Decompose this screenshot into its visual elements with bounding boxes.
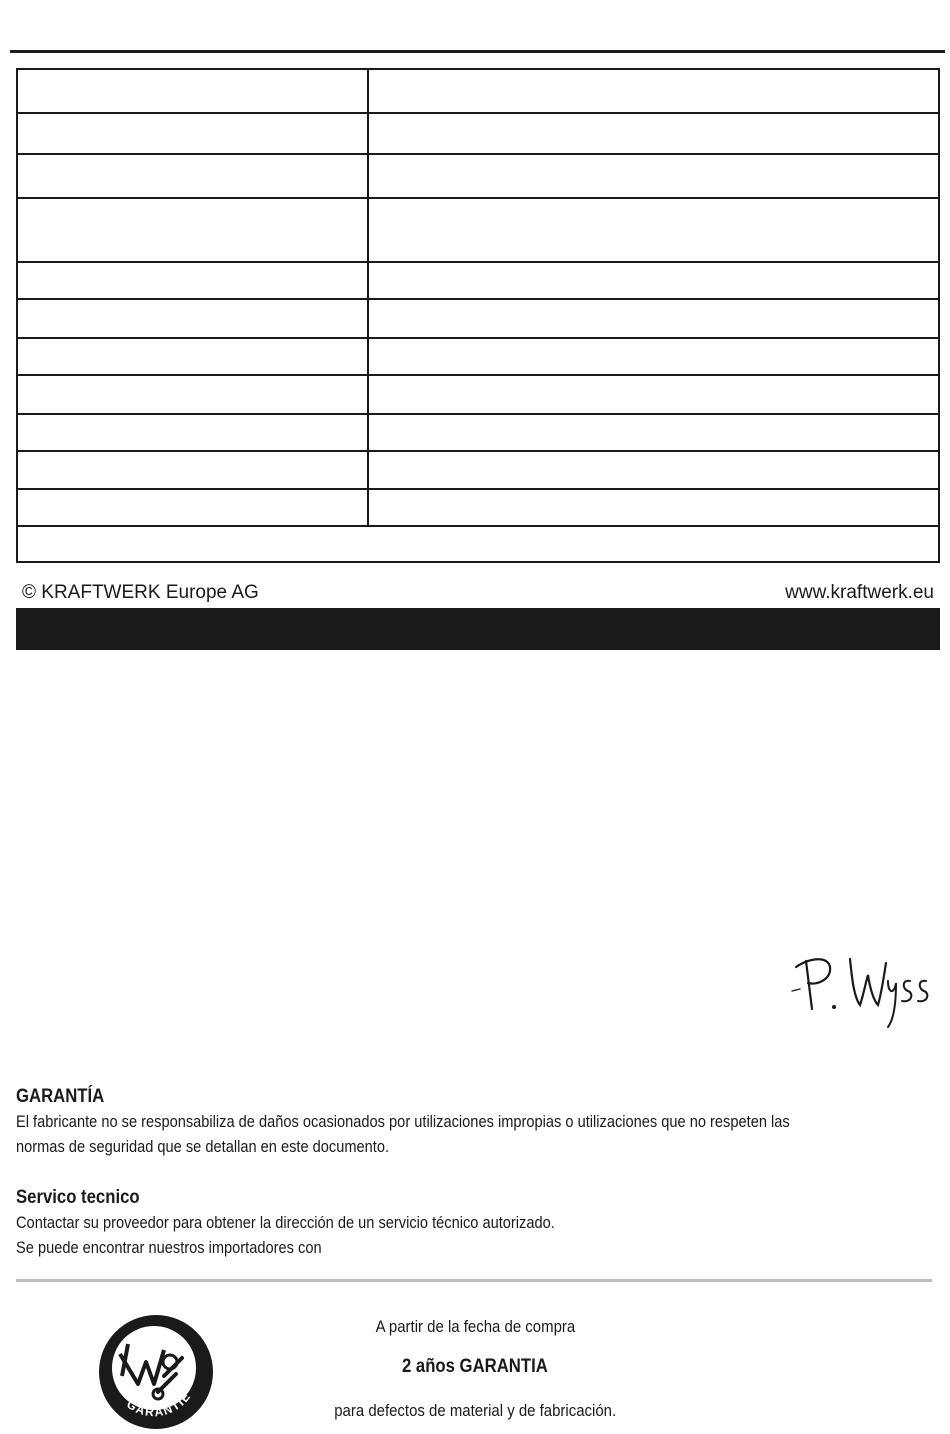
copyright-text: © KRAFTWERK Europe AG (22, 582, 259, 603)
warranty-heading: GARANTÍA (16, 1086, 105, 1107)
guarantee-line-3 (270, 1401, 680, 1421)
table-cell (18, 376, 369, 415)
table-cell (18, 415, 369, 452)
table-cell (18, 263, 369, 300)
spec-table (16, 68, 940, 563)
table-cell (18, 452, 369, 490)
table-row (18, 112, 938, 155)
table-cell (18, 490, 369, 527)
table-row (18, 413, 938, 452)
table-row (18, 337, 938, 376)
table-row (18, 153, 938, 199)
service-heading: Servico tecnico (16, 1187, 140, 1208)
table-cell (18, 199, 369, 263)
top-divider (10, 50, 945, 53)
service-section (16, 1186, 936, 1260)
table-row-full (18, 525, 938, 565)
service-text-line: Contactar su proveedor para obtener la dirección de un servicio técnico autorizado. (16, 1213, 555, 1232)
table-row (18, 298, 938, 339)
website-link[interactable]: www.kraftwerk.eu (785, 582, 934, 603)
warranty-text-line: normas de seguridad que se detallan en este documento. (16, 1137, 390, 1156)
signature (790, 945, 930, 1035)
table-cell (18, 339, 369, 376)
table-row (18, 261, 938, 300)
warranty-section (16, 1085, 936, 1159)
service-text-line: Se puede encontrar nuestros importadores con (16, 1238, 322, 1257)
guarantee-period: 2 años GARANTIA (402, 1356, 548, 1377)
table-cell (18, 155, 369, 199)
table-cell (18, 300, 369, 339)
table-row (18, 70, 938, 112)
black-banner (16, 608, 940, 650)
garantie-badge-icon (98, 1314, 214, 1430)
guarantee-coverage: para defectos de material y de fabricación. (334, 1401, 616, 1420)
badge-label: GARANTIE (124, 1388, 194, 1420)
section-divider (16, 1279, 932, 1282)
table-row (18, 197, 938, 263)
guarantee-line-1 (270, 1317, 680, 1337)
warranty-text-line: El fabricante no se responsabiliza de daños ocasionados por utilizaciones impropias o utilizaciones que no respeten las (16, 1112, 790, 1131)
guarantee-line-2 (270, 1356, 680, 1378)
table-row (18, 374, 938, 415)
table-cell (18, 114, 369, 155)
guarantee-from-date: A partir de la fecha de compra (375, 1317, 575, 1336)
table-cell (18, 70, 369, 112)
table-row (18, 450, 938, 490)
table-row (18, 488, 938, 527)
